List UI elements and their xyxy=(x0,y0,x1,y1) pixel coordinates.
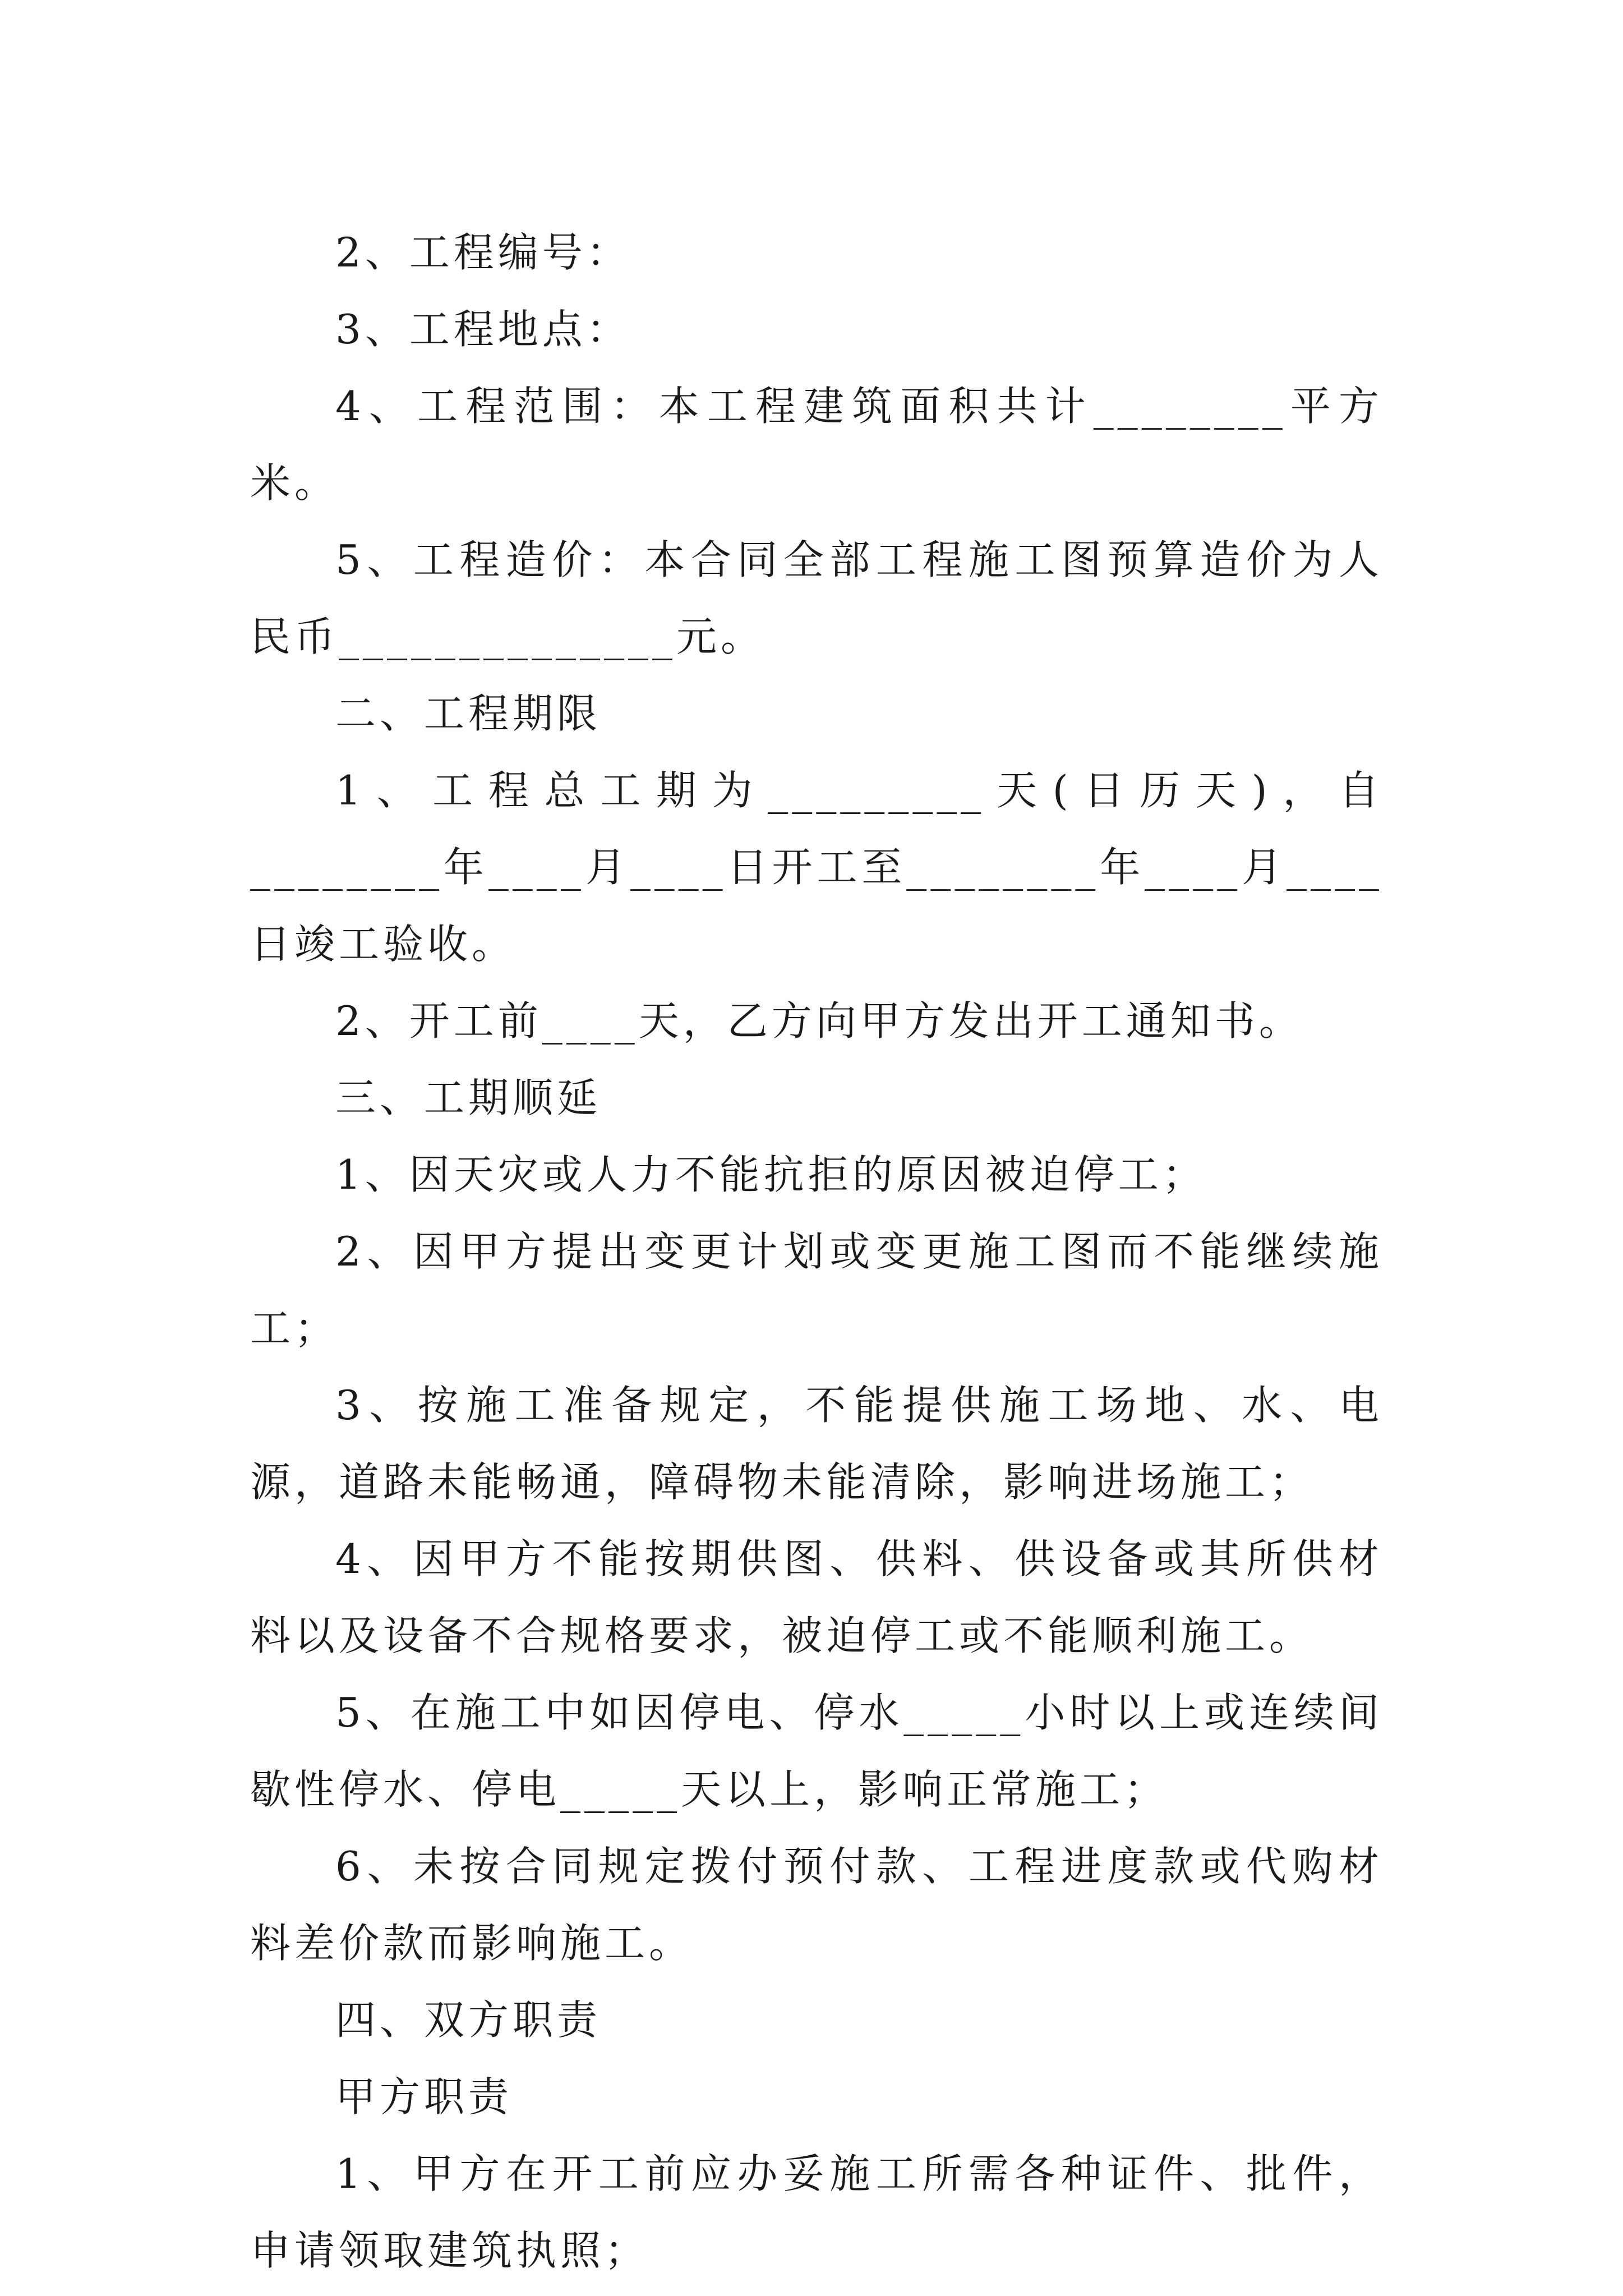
paragraph-extension-1: 1、因天灾或人力不能抗拒的原因被迫停工； xyxy=(335,1151,1207,1198)
section-heading-extension: 三、工期顺延 xyxy=(335,1074,602,1121)
section-heading-duration: 二、工程期限 xyxy=(335,690,602,737)
paragraph-extension-2: 2、因甲方提出变更计划或变更施工图而不能继续施工； xyxy=(250,1228,1383,1352)
paragraph-project-cost: 5、工程造价：本合同全部工程施工图预算造价为人民币______________元。 xyxy=(250,536,1383,660)
paragraph-project-scope: 4、工程范围：本工程建筑面积共计________平方米。 xyxy=(250,383,1383,507)
paragraph-start-notice: 2、开工前____天，乙方向甲方发出开工通知书。 xyxy=(335,997,1303,1045)
paragraph-extension-5: 5、在施工中如因停电、停水_____小时以上或连续间歇性停水、停电_____天以上，影响正常施工； xyxy=(250,1689,1383,1813)
paragraph-extension-3: 3、按施工准备规定，不能提供施工场地、水、电源，道路未能畅通，障碍物未能清除，影响进场施工； xyxy=(250,1382,1383,1506)
paragraph-extension-6: 6、未按合同规定拨付预付款、工程进度款或代购材料差价款而影响施工。 xyxy=(250,1843,1383,1967)
paragraph-extension-4: 4、因甲方不能按期供图、供料、供设备或其所供材料以及设备不合规格要求，被迫停工或不能顺利施工。 xyxy=(250,1535,1383,1659)
paragraph-project-number: 2、工程编号： xyxy=(335,229,631,276)
paragraph-project-location: 3、工程地点： xyxy=(335,306,631,353)
paragraph-total-duration: 1、工程总工期为_________天(日历天)，自________年____月____日开工至________年____月____日竣工验收。 xyxy=(250,767,1383,968)
paragraph-party-a-duty-1: 1、甲方在开工前应办妥施工所需各种证件、批件，申请领取建筑执照； xyxy=(250,2150,1383,2274)
subheading-party-a-duties: 甲方职责 xyxy=(335,2073,513,2120)
section-heading-duties: 四、双方职责 xyxy=(335,1996,602,2044)
document-body xyxy=(250,214,1383,2289)
